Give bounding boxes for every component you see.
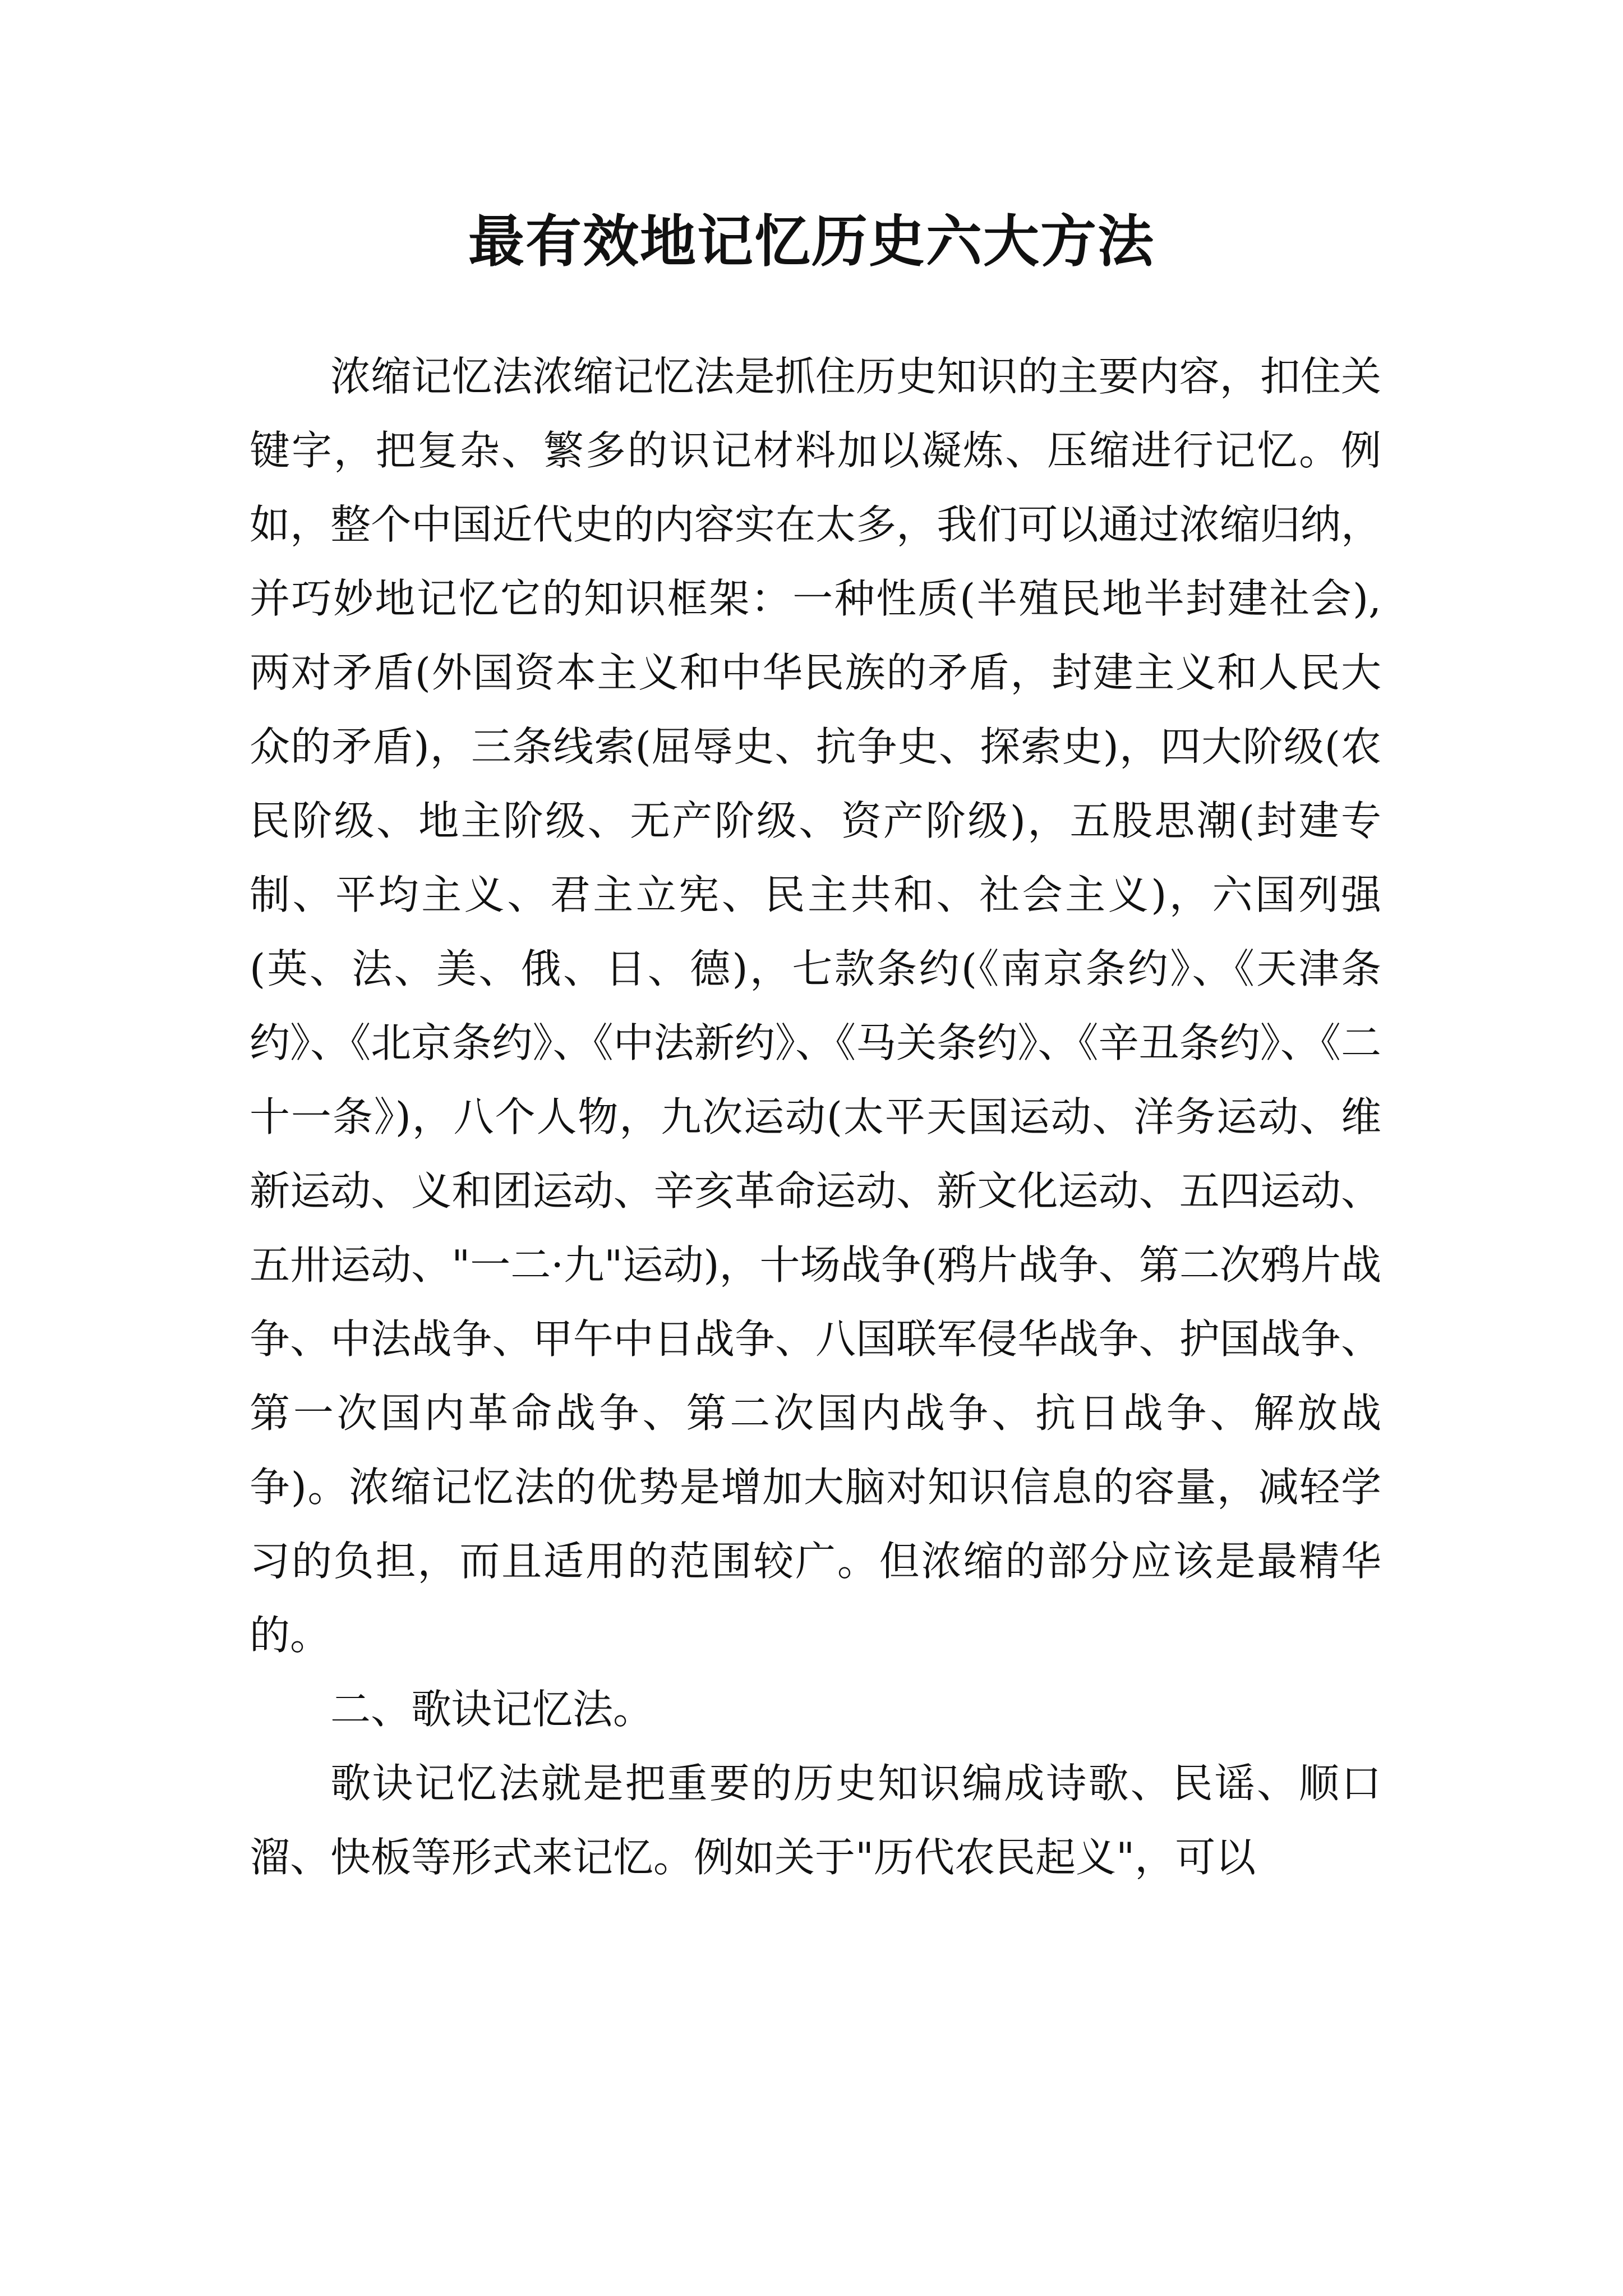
- paragraph-rhyme-method-heading: 二、歌诀记忆法。: [330, 1686, 654, 1733]
- document-body: [250, 339, 1381, 1894]
- paragraph-condensed-memory-method: 浓缩记忆法浓缩记忆法是抓住历史知识的主要内容，扣住关键字，把复杂、繁多的识记材料加以凝炼、压缩进行记忆。例如，整个中国近代史的内容实在太多，我们可以通过浓缩归纳，并巧妙地记忆它的知识框架：一种性质(半殖民地半封建社会),两对矛盾(外国资本主义和中华民族的矛盾，封建主义和人民大众的矛盾)，三条线索(屈辱史、抗争史、探索史)，四大阶级(农民阶级、地主阶级、无产阶级、资产阶级)，五股思潮(封建专制、平均主义、君主立宪、民主共和、社会主义)，六国列强(英、法、美、俄、日、德)，七款条约(《南京条约》、《天津条约》、《北京条约》、《中法新约》、《马关条约》、《辛丑条约》、《二十一条》)，八个人物，九次运动(太平天国运动、洋务运动、维新运动、义和团运动、辛亥革命运动、新文化运动、五四运动、五卅运动、"一二·九"运动)，十场战争(鸦片战争、第二次鸦片战争、中法战争、甲午中日战争、八国联军侵华战争、护国战争、第一次国内革命战争、第二次国内战争、抗日战争、解放战争)。浓缩记忆法的优势是增加大脑对知识信息的容量，减轻学习的负担，而且适用的范围较广。但浓缩的部分应该是最精华的。: [250, 353, 1381, 1659]
- document-title: 最有效地记忆历史六大方法: [468, 208, 1155, 274]
- paragraph-rhyme-method-description: 歌诀记忆法就是把重要的历史知识编成诗歌、民谣、顺口溜、快板等形式来记忆。例如关于"历代农民起义"，可以: [250, 1760, 1381, 1881]
